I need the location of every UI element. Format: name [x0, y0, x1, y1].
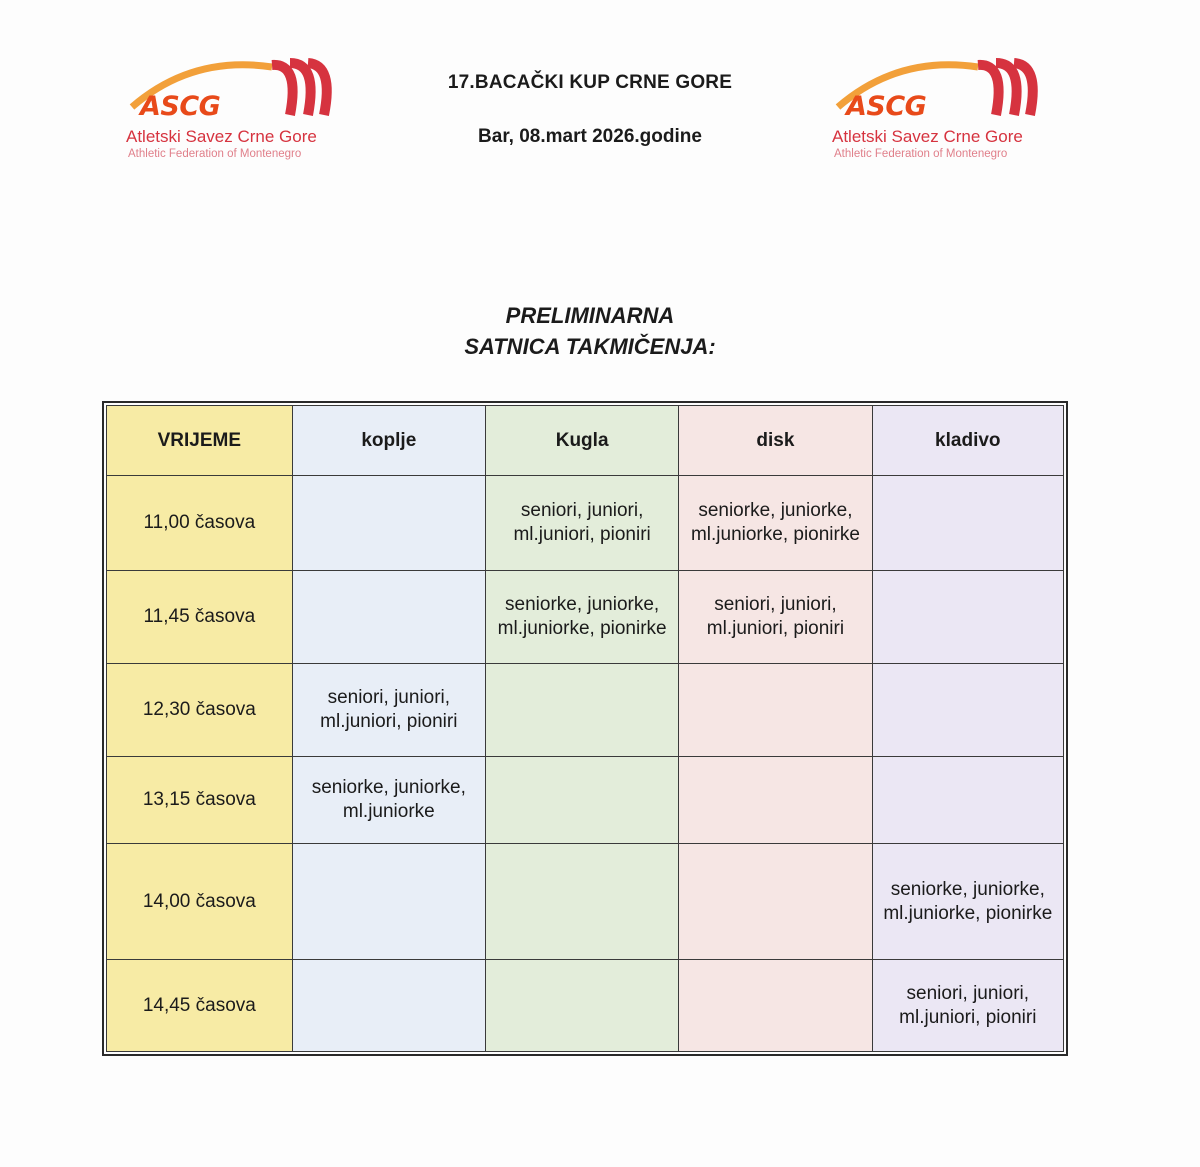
koplje-cell: [292, 844, 485, 960]
time-cell: 14,45 časova: [107, 960, 293, 1052]
document-title-line2: SATNICA TAKMIČENJA:: [464, 334, 716, 359]
disk-cell: [679, 960, 872, 1052]
ascg-logo-right: [828, 55, 1043, 170]
kladivo-cell: [872, 757, 1063, 844]
disk-cell: [679, 844, 872, 960]
koplje-cell: [292, 476, 485, 571]
document-title: [380, 300, 800, 362]
header-disk: disk: [679, 406, 872, 476]
kugla-cell: seniorke, juniorke, ml.juniorke, pionirke: [485, 571, 678, 664]
header-koplje: koplje: [292, 406, 485, 476]
header-vrijeme: VRIJEME: [107, 406, 293, 476]
table-row: [107, 571, 1064, 664]
time-cell: 13,15 časova: [107, 757, 293, 844]
header-kladivo: kladivo: [872, 406, 1063, 476]
ascg-logo-left: [122, 55, 337, 170]
document-title-line1: PRELIMINARNA: [505, 303, 675, 328]
time-cell: 12,30 časova: [107, 664, 293, 757]
time-cell: 11,45 časova: [107, 571, 293, 664]
disk-cell: seniori, juniori, ml.juniori, pioniri: [679, 571, 872, 664]
koplje-cell: [292, 571, 485, 664]
kugla-cell: [485, 757, 678, 844]
kladivo-cell: seniorke, juniorke, ml.juniorke, pionirke: [872, 844, 1063, 960]
kugla-cell: [485, 664, 678, 757]
event-title: 17.BACAČKI KUP CRNE GORE: [447, 72, 733, 93]
logo-org-name: Atletski Savez Crne Gore: [832, 127, 1023, 146]
event-date-location: Bar, 08.mart 2026.godine: [478, 126, 702, 147]
kladivo-cell: [872, 664, 1063, 757]
kugla-cell: [485, 960, 678, 1052]
koplje-cell: seniorke, juniorke, ml.juniorke: [292, 757, 485, 844]
header-kugla: Kugla: [485, 406, 678, 476]
logo-org-name-en: Athletic Federation of Montenegro: [128, 148, 302, 160]
logo-abbr: ASCG: [846, 91, 927, 122]
disk-cell: [679, 757, 872, 844]
logo-abbr: ASCG: [140, 91, 221, 122]
schedule-table: [106, 405, 1064, 1052]
time-cell: 11,00 časova: [107, 476, 293, 571]
logo-org-name-en: Athletic Federation of Montenegro: [834, 148, 1008, 160]
time-cell: 14,00 časova: [107, 844, 293, 960]
kladivo-cell: [872, 571, 1063, 664]
kladivo-cell: seniori, juniori, ml.juniori, pioniri: [872, 960, 1063, 1052]
koplje-cell: seniori, juniori, ml.juniori, pioniri: [292, 664, 485, 757]
schedule-table-frame: [102, 401, 1068, 1056]
disk-cell: seniorke, juniorke, ml.juniorke, pionirke: [679, 476, 872, 571]
kugla-cell: [485, 844, 678, 960]
table-row: [107, 960, 1064, 1052]
logo-org-name: Atletski Savez Crne Gore: [126, 127, 317, 146]
kugla-cell: seniori, juniori, ml.juniori, pioniri: [485, 476, 678, 571]
table-row: [107, 476, 1064, 571]
table-header-row: [107, 406, 1064, 476]
table-row: [107, 664, 1064, 757]
kladivo-cell: [872, 476, 1063, 571]
koplje-cell: [292, 960, 485, 1052]
disk-cell: [679, 664, 872, 757]
table-row: [107, 757, 1064, 844]
table-row: [107, 844, 1064, 960]
